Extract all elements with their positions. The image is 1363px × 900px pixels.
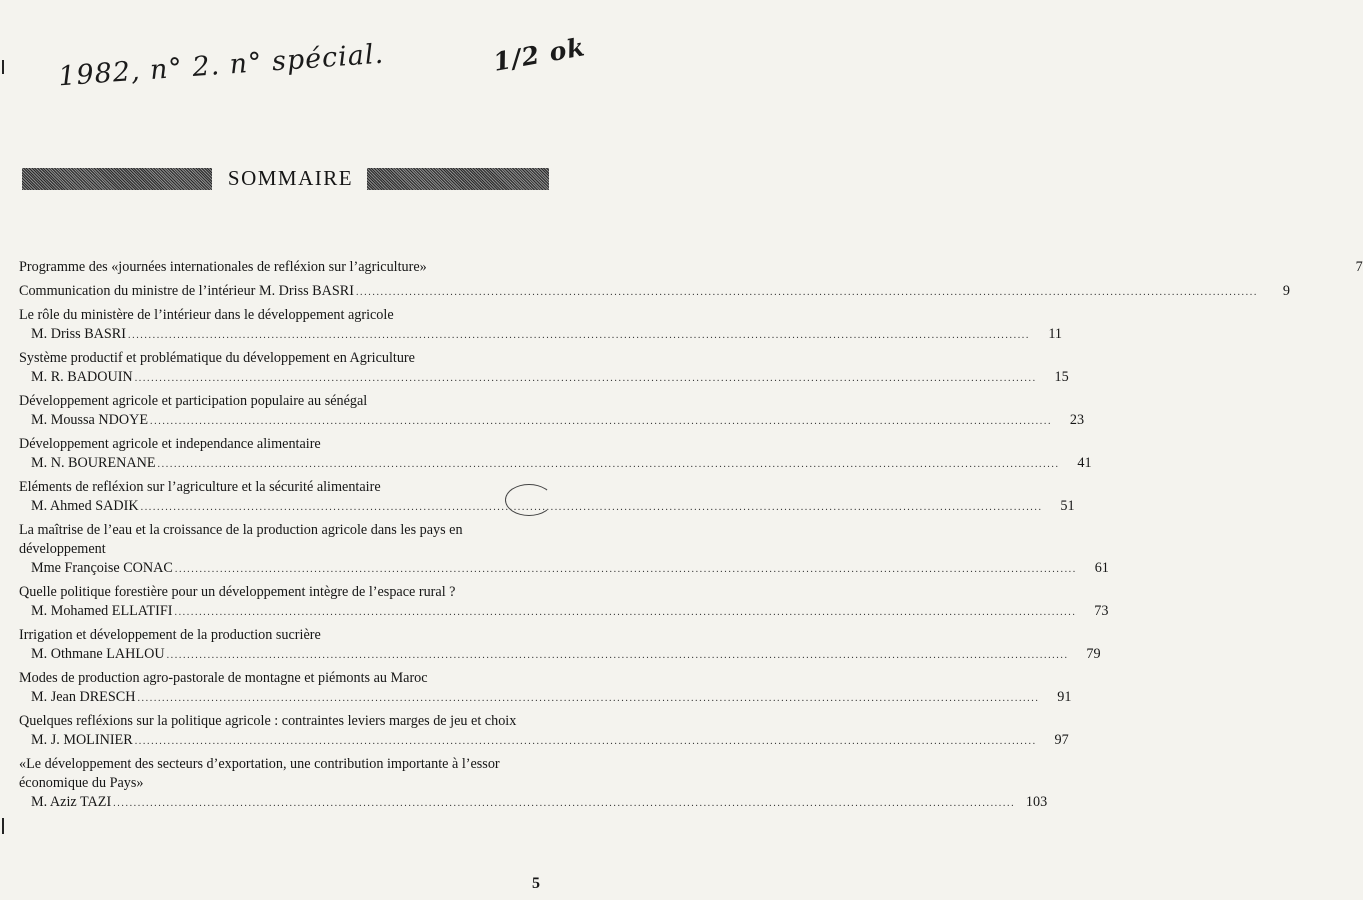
toc-entry <box>19 478 1075 517</box>
dot-leader: ............................................................................................................................................................................................................................ <box>166 650 1069 661</box>
toc-entry-title: Communication du ministre de l’intérieur M. Driss BASRI <box>19 283 354 299</box>
toc-entry-title: Eléments de refléxion sur l’agriculture et la sécurité alimentaire <box>19 479 381 495</box>
sommaire-title: SOMMAIRE <box>227 166 354 190</box>
toc-entry-author: M. Aziz TAZI <box>31 794 112 810</box>
toc-entry-title: Irrigation et développement de la production sucrière <box>19 627 321 643</box>
dot-leader: ............................................................................................................................................................................................................................ <box>134 373 1037 384</box>
toc-entry-title: Modes de production agro-pastorale de montagne et piémonts au Maroc <box>19 670 428 686</box>
dot-leader: ............................................................................................................................................................................................................................ <box>134 736 1037 747</box>
margin-mark <box>2 818 4 834</box>
dot-leader: ............................................................................................................................................................................................................................ <box>157 459 1060 470</box>
toc-entry-author: M. Moussa NDOYE <box>31 412 149 428</box>
header-hatch-left <box>22 168 212 190</box>
sommaire-header <box>22 166 549 194</box>
toc-entry-title: Quelle politique forestière pour un développement intègre de l’espace rural ? <box>19 584 456 600</box>
toc-entry-title: Quelques refléxions sur la politique agricole : contraintes leviers marges de jeu et choix <box>19 713 517 729</box>
toc-entry-page: 11 <box>1048 326 1062 342</box>
toc-entry-author: M. Ahmed SADIK <box>31 498 139 514</box>
toc-entry <box>19 583 1109 622</box>
handwritten-circle <box>505 484 553 516</box>
dot-leader: ............................................................................................................................................................................................................................ <box>137 693 1040 704</box>
toc-entry-title: Développement agricole et participation populaire au sénégal <box>19 393 368 409</box>
dot-leader: ............................................................................................................................................................................................................................ <box>174 564 1077 575</box>
header-hatch-right <box>367 168 549 190</box>
margin-mark <box>2 60 4 74</box>
toc-entry <box>19 712 1069 751</box>
handwritten-note: 1982, n° 2. n° spécial. <box>57 38 386 93</box>
toc-entry-author: M. Mohamed ELLATIFI <box>31 603 173 619</box>
toc-entry <box>19 669 1072 708</box>
toc-entry-title: Le rôle du ministère de l’intérieur dans le développement agricole <box>19 307 394 323</box>
dot-leader: ............................................................................................................................................................................................................................ <box>174 607 1077 618</box>
toc-entry <box>19 258 1363 278</box>
toc-entry-page: 51 <box>1060 498 1075 514</box>
toc-entry-author: M. Driss BASRI <box>31 326 126 342</box>
toc-entry <box>19 282 1290 302</box>
toc-entry <box>19 755 1048 813</box>
toc-entry-title: «Le développement des secteurs d’exportation, une contribution importante à l’essor économique du Pays» <box>19 756 500 791</box>
handwritten-check-mark: 1/2 ok <box>491 32 588 77</box>
toc-entry-page: 103 <box>1025 794 1048 810</box>
handwritten-annotation <box>57 32 588 110</box>
dot-leader: ............................................................................................................................................................................................................................ <box>355 287 1258 298</box>
toc-entry-page: 15 <box>1054 369 1069 385</box>
toc-entry-author: Mme Françoise CONAC <box>31 560 173 576</box>
toc-entry-title: La maîtrise de l’eau et la croissance de la production agricole dans les pays en développement <box>19 522 463 557</box>
toc-entry-page: 23 <box>1069 412 1085 428</box>
toc-entry-author: M. R. BADOUIN <box>31 369 133 385</box>
toc-entry-page: 61 <box>1094 560 1109 576</box>
toc-entry-page: 91 <box>1057 689 1072 705</box>
table-of-contents <box>19 258 1363 817</box>
dot-leader: ............................................................................................................................................................................................................................ <box>113 798 1016 809</box>
toc-entry-page: 79 <box>1086 646 1101 662</box>
toc-entry <box>19 392 1085 431</box>
dot-leader: ............................................................................................................................................................................................................................ <box>128 330 1030 341</box>
toc-entry-page: 97 <box>1054 732 1069 748</box>
toc-entry-title: Développement agricole et independance alimentaire <box>19 436 321 452</box>
toc-entry-page: 7 <box>1355 259 1363 275</box>
toc-entry-page: 9 <box>1282 283 1290 299</box>
toc-entry-title: Système productif et problématique du développement en Agriculture <box>19 350 415 366</box>
toc-entry-title: Programme des «journées internationales de refléxion sur l’agriculture» <box>19 259 427 275</box>
dot-leader: ............................................................................................................................................................................................................................ <box>140 502 1043 513</box>
toc-entry <box>19 521 1109 579</box>
dot-leader: ............................................................................................................................................................................................................................ <box>150 416 1053 427</box>
toc-entry-page: 41 <box>1077 455 1092 471</box>
toc-entry-author: M. J. MOLINIER <box>31 732 133 748</box>
page-number: 5 <box>532 875 540 892</box>
toc-entry <box>19 349 1069 388</box>
toc-entry-author: M. N. BOURENANE <box>31 455 156 471</box>
toc-entry <box>19 435 1092 474</box>
toc-entry <box>19 306 1062 345</box>
toc-entry-author: M. Othmane LAHLOU <box>31 646 165 662</box>
toc-entry-page: 73 <box>1094 603 1109 619</box>
toc-entry-author: M. Jean DRESCH <box>31 689 136 705</box>
toc-entry <box>19 626 1101 665</box>
